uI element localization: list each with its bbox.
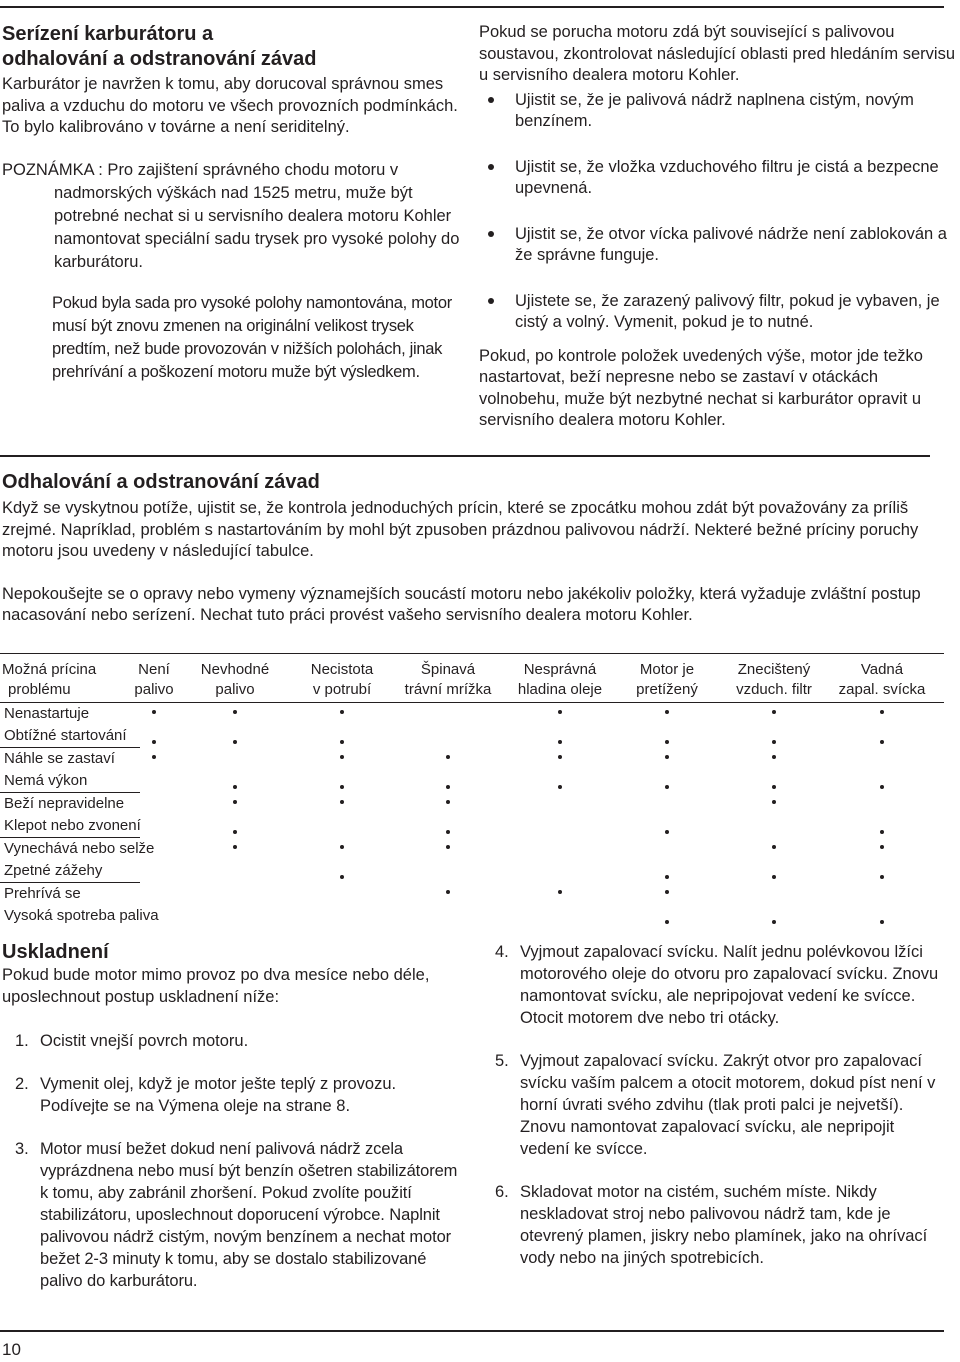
table-mark <box>880 920 884 924</box>
table-mark <box>446 785 450 789</box>
table-mark <box>233 785 237 789</box>
table-header-cell <box>719 660 829 700</box>
table-mark <box>665 785 669 789</box>
table-mark <box>772 740 776 744</box>
table-row-label: Klepot nebo zvonení <box>4 817 141 834</box>
table-header-cell <box>119 660 189 700</box>
carburetor-note: POZNÁMKA : Pro zajištení správného chodu motoru v nadmorských výškách nad 1525 metru, muže být potrebné nechat si u servisního dealera motoru Kohler namontovat speciální sadu trysek pro vysoké polohy do karburátoru. <box>2 160 460 271</box>
table-row-label: Obtížné startování <box>4 727 127 744</box>
table-header-line: v potrubí <box>312 681 372 698</box>
table-mark <box>880 875 884 879</box>
table-mark <box>880 785 884 789</box>
table-header-cell <box>180 660 290 700</box>
high-altitude-paragraph: Pokud byla sada pro vysoké polohy namontována, motor musí být znovu zmenen na originální velikost trysek predtím, než bude provozován v nižších polohách, jinak prehrívání a poškození motoru muže být výsledkem. <box>52 293 452 381</box>
storage-step: 3. Motor musí bežet dokud není palivová nádrž zcela vyprázdnena nebo musí být benzín ošetren stabilizátorem k tomu, aby zabránil zhoršení. Pokud zvolíte použití stabilizátoru, uposlechnout doporucení výrobce. Naplnit palivovou nádrž cistým, novým benzínem a nechat motor bežet 2-3 minuty k tomu, aby se dostalo stabilizované palivo do karburátoru. <box>15 1140 458 1290</box>
section-rule <box>0 455 930 457</box>
table-mark <box>233 710 237 714</box>
table-header-line: zapal. svícka <box>838 681 926 698</box>
carburetor-title-line1: Serízení karburátoru a <box>2 23 214 45</box>
storage-step: 4. Vyjmout zapalovací svícku. Nalít jednu polévkovou lžíci motorového oleje do otvoru pro zapalovací svícku. Znovu namontovat svícku, ale nepripojovat vedení ke svícce. Otocit motorem dve nebo tri otácky. <box>495 943 939 1027</box>
table-mark <box>446 800 450 804</box>
table-mark <box>233 800 237 804</box>
table-mark <box>665 920 669 924</box>
table-mark <box>446 890 450 894</box>
table-row-label: Prehrívá se <box>4 885 81 902</box>
table-header-line: Špinavá <box>420 661 476 678</box>
table-row-label: Vysoká spotreba paliva <box>4 907 159 924</box>
table-mark <box>772 875 776 879</box>
table-mark <box>446 755 450 759</box>
table-mark <box>558 890 562 894</box>
table-mark <box>558 785 562 789</box>
table-mark <box>340 755 344 759</box>
storage-step: 1. Ocistit vnejší povrch motoru. <box>15 1032 249 1050</box>
table-mark <box>152 755 156 759</box>
table-mark <box>233 845 237 849</box>
table-mark <box>340 875 344 879</box>
table-mark <box>446 830 450 834</box>
fuel-outro: Pokud, po kontrole položek uvedených výše, motor jde težko nastartovat, beží nepresne nebo se zastaví v otáckách volnobehu, muže být nezbytné nechat si karburátor opravit u servisního dealera motoru Kohler. <box>479 346 923 429</box>
table-mark <box>665 875 669 879</box>
table-header-line: Možná prícina <box>2 661 97 678</box>
table-group-rule <box>0 747 140 748</box>
table-mark <box>233 830 237 834</box>
table-header-line: palivo <box>134 681 174 698</box>
table-row-label: Zpetné zážehy <box>4 862 103 879</box>
table-group-rule <box>0 792 140 793</box>
page-number: 10 <box>2 1340 21 1359</box>
bullet-icon <box>488 231 494 237</box>
table-header-cell <box>2 660 122 700</box>
table-mark <box>152 710 156 714</box>
table-mark <box>772 845 776 849</box>
fuel-intro: Pokud se porucha motoru zdá být související s palivovou soustavou, zkontrolovat následující oblasti pred hledáním servisu u servisního dealera motoru Kohler. <box>479 23 956 84</box>
table-mark <box>665 890 669 894</box>
table-mark <box>558 740 562 744</box>
storage-title: Uskladnení <box>2 941 109 963</box>
fuel-checklist <box>479 90 960 334</box>
table-mark <box>665 740 669 744</box>
table-group-rule <box>0 702 944 703</box>
fuel-check-item: Ujistit se, že vložka vzduchového filtru je cistá a bezpecne upevnená. <box>479 157 960 200</box>
table-header-cell <box>292 660 392 700</box>
table-header-line: problému <box>8 681 71 698</box>
table-header-line: pretížený <box>636 681 698 698</box>
table-header-line: trávní mrížka <box>404 681 492 698</box>
table-mark <box>340 800 344 804</box>
storage-section <box>2 940 462 1292</box>
table-mark <box>772 755 776 759</box>
table-header-line: vzduch. filtr <box>736 681 812 698</box>
bullet-icon <box>488 97 494 103</box>
table-header-cell <box>827 660 937 700</box>
table-header-cell <box>393 660 503 700</box>
fuel-check-item: Ujistit se, že je palivová nádrž naplnena cistým, novým benzínem. <box>479 90 960 133</box>
table-header-line: palivo <box>215 681 255 698</box>
table-mark <box>772 920 776 924</box>
table-row-label: Beží nepravidelne <box>4 795 125 812</box>
table-header-line: hladina oleje <box>517 681 603 698</box>
table-header-cell <box>505 660 615 700</box>
storage-step: 6. Skladovat motor na cistém, suchém míste. Nikdy neskladovat stroj nebo palivovou nádrž tam, kde je otevrený plamen, jiskry nebo plamínek, jako na ohrívací vody nebo na jiných spotrebicích. <box>495 1183 928 1267</box>
troubleshooting-paragraph-2: Nepokoušejte se o opravy nebo vymeny významejších soucástí motoru nebo jakékoliv položky, která vyžaduje zvláštní postup nacasování nebo serízení. Nechat tuto práci provést vašeho servisního dealera motoru Kohler. <box>2 584 921 624</box>
storage-intro: Pokud bude motor mimo provoz po dva mesíce nebo déle, uposlechnout postup uskladnení níže: <box>2 966 430 1006</box>
table-mark <box>152 740 156 744</box>
table-header-line: Nevhodné <box>200 661 270 678</box>
storage-steps-right <box>482 941 947 1269</box>
table-header-line: Znecištený <box>737 661 811 678</box>
bottom-rule <box>0 1330 944 1332</box>
storage-step: 5. Vyjmout zapalovací svícku. Zakrýt otvor pro zapalovací svícku vaším palcem a otocit motorem, dokud píst není v horní úvrati svého zdvihu (tlak proti palci je nejvetší). Znovu namontovat zapalovací svícku, ale nepripojit vedení ke svícce. <box>495 1052 936 1158</box>
bullet-icon <box>488 164 494 170</box>
carburetor-title-line2: odhalování a odstranování závad <box>2 48 317 70</box>
table-row-label: Nemá výkon <box>4 772 88 789</box>
table-mark <box>665 830 669 834</box>
troubleshooting-section <box>2 470 942 627</box>
table-mark <box>340 785 344 789</box>
table-mark <box>880 740 884 744</box>
table-mark <box>665 710 669 714</box>
top-rule <box>0 6 944 8</box>
table-mark <box>340 845 344 849</box>
carburetor-intro: Karburátor je navržen k tomu, aby dorucoval správnou smes paliva a vzduchu do motoru ve všech provozních podmínkách. To bylo kalibrováno v továrne a není seriditelný. <box>2 75 458 136</box>
troubleshooting-title: Odhalování a odstranování závad <box>2 471 320 493</box>
table-mark <box>233 740 237 744</box>
storage-steps-left <box>2 1030 462 1292</box>
table-mark <box>880 830 884 834</box>
table-group-rule <box>0 837 140 838</box>
table-row-label: Nenastartuje <box>4 705 90 722</box>
table-mark <box>558 755 562 759</box>
table-mark <box>772 710 776 714</box>
table-top-rule <box>0 653 944 654</box>
table-mark <box>880 710 884 714</box>
carburetor-section <box>2 22 462 384</box>
table-header-line: Není <box>138 661 170 678</box>
fuel-section <box>479 22 960 432</box>
table-mark <box>880 845 884 849</box>
table-row-label: Vynechává nebo selže <box>4 840 155 857</box>
table-group-rule <box>0 882 140 883</box>
table-mark <box>340 710 344 714</box>
table-mark <box>446 845 450 849</box>
fuel-check-item: Ujistete se, že zarazený palivový filtr, pokud je vybaven, je cistý a volný. Vymenit, pokud je to nutné. <box>479 291 960 334</box>
table-mark <box>772 785 776 789</box>
table-header-line: Necistota <box>310 661 374 678</box>
table-header-line: Nesprávná <box>523 661 597 678</box>
table-mark <box>665 755 669 759</box>
table-mark <box>340 740 344 744</box>
table-header-cell <box>617 660 717 700</box>
table-header-line: Vadná <box>860 661 904 678</box>
fuel-check-item: Ujistit se, že otvor vícka palivové nádrže není zablokován a že správne funguje. <box>479 224 960 267</box>
storage-steps-right-wrap <box>482 941 947 1269</box>
storage-step: 2. Vymenit olej, když je motor ješte teplý z provozu. Podívejte se na Výmena oleje na strane 8. <box>15 1075 397 1115</box>
table-mark <box>772 800 776 804</box>
bullet-icon <box>488 298 494 304</box>
table-header-line: Motor je <box>639 661 695 678</box>
troubleshooting-paragraph-1: Když se vyskytnou potíže, ujistit se, že kontrola jednoduchých prícin, které se zpocátku mohou zdát být považovány za príliš zrejmé. Napríklad, problém s nastartováním by mohl být zpusoben prázdnou palivovou nádrží. Nekteré bežné príciny poruchy motoru jsou uvedeny v následující tabulce. <box>2 499 919 560</box>
table-row-label: Náhle se zastaví <box>4 750 115 767</box>
table-mark <box>558 710 562 714</box>
